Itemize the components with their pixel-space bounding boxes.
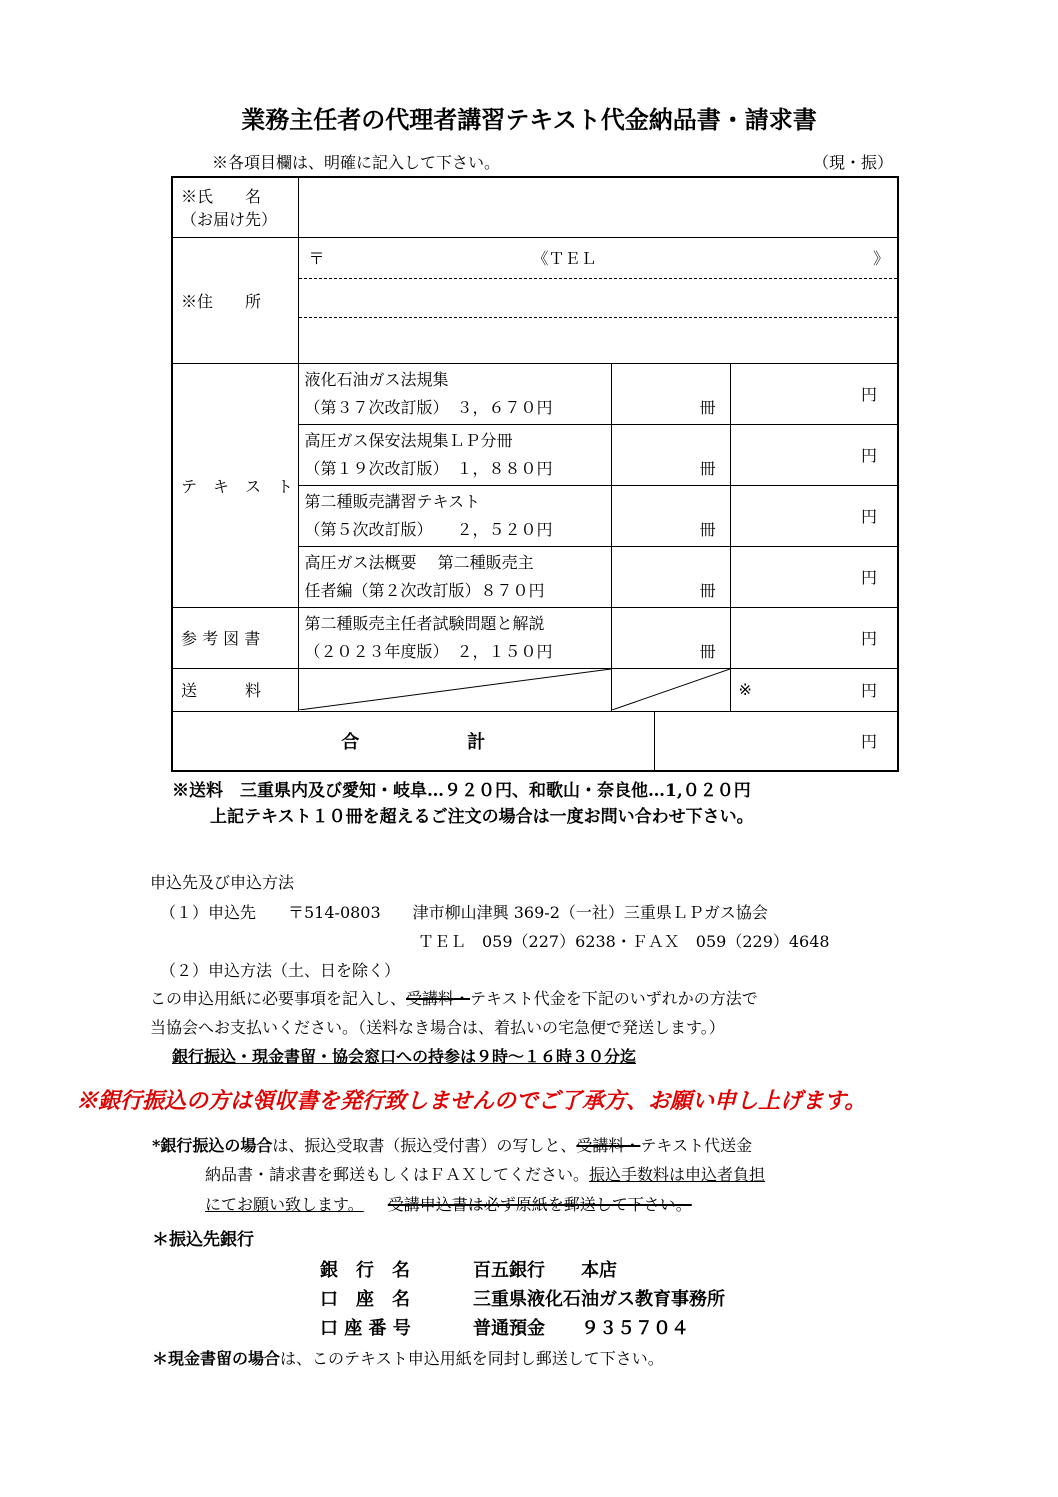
total-amount-field[interactable] xyxy=(654,711,898,771)
total-label: 合 計 xyxy=(341,731,486,753)
book-title: 高圧ガス保安法規集ＬＰ分冊 xyxy=(304,430,513,450)
book-edition-price: 任者編（第２次改訂版）８７０円 xyxy=(304,580,545,600)
bank-transfer-lead: *銀行振込の場合 xyxy=(152,1136,273,1155)
total-row xyxy=(172,711,898,771)
bank-name-value: 百五銀行 本店 xyxy=(473,1260,617,1281)
account-number-value: 普通預金 ９３５７０４ xyxy=(473,1318,689,1339)
address-label-cell xyxy=(172,237,298,363)
reference-label: 参 考 図 書 xyxy=(181,629,261,648)
address-line-2[interactable] xyxy=(299,279,898,318)
account-number-label: 口 座 番 号 xyxy=(320,1318,411,1339)
apply-body-line-1 xyxy=(150,986,758,1009)
book-quantity-field[interactable] xyxy=(611,546,730,607)
body-text: この申込用紙に必要事項を記入し、 xyxy=(150,989,407,1008)
book-title: 高圧ガス法概要 第二種販売主 xyxy=(304,552,534,572)
reference-label-cell xyxy=(172,607,298,668)
struck-text: 受講申込書は必ず原紙を郵送して下さい。 xyxy=(387,1195,692,1214)
book-quantity-field[interactable] xyxy=(611,363,730,424)
apply-method-label: （２）申込方法（土、日を除く） xyxy=(160,961,401,980)
book-name xyxy=(298,424,611,485)
apply-body-line-2: 当協会へお支払いください。（送料なき場合は、着払いの宅急便で発送します。） xyxy=(150,1018,725,1037)
reference-amount-field[interactable] xyxy=(730,607,898,668)
shipping-label-cell xyxy=(172,668,298,711)
bank-transfer-line-3 xyxy=(205,1192,692,1215)
bank-name-label: 銀 行 名 xyxy=(320,1260,410,1281)
book-quantity-field[interactable] xyxy=(611,485,730,546)
shipping-fee-note: ※送料 三重県内及び愛知・岐阜…９２０円、和歌山・奈良他…1,０２０円 xyxy=(172,781,751,801)
struck-text: 受講料・ xyxy=(576,1136,641,1155)
cash-lead: ＊現金書留の場合 xyxy=(152,1349,281,1368)
book-amount-field[interactable] xyxy=(730,424,898,485)
shipping-amount-field[interactable] xyxy=(730,668,898,711)
apply-destination-label: （１）申込先 xyxy=(160,903,257,922)
page-title: 業務主任者の代理者講習テキスト代金納品書・請求書 xyxy=(241,105,817,134)
instruction-note: ※各項目欄は、明確に記入して下さい。 xyxy=(212,153,501,172)
book-row xyxy=(172,363,898,424)
underlined-text: 振込手数料は申込者負担 xyxy=(589,1165,766,1184)
yen-unit: 円 xyxy=(860,681,877,700)
book-title: 液化石油ガス法規集 xyxy=(304,369,449,389)
text-label: テ キ ス ト xyxy=(181,476,294,496)
books-unit: 冊 xyxy=(699,641,716,661)
yen-unit: 円 xyxy=(860,507,877,526)
name-sublabel: （お届け先） xyxy=(181,210,278,230)
book-edition-price: （第１９次改訂版） １，８８０円 xyxy=(304,458,553,478)
books-unit: 冊 xyxy=(699,580,716,600)
order-form-table xyxy=(171,176,899,772)
bank-transfer-line-2 xyxy=(205,1162,765,1185)
struck-text: 受講料・ xyxy=(406,989,471,1008)
diagonal-line xyxy=(612,669,730,710)
address-line-1[interactable] xyxy=(299,238,898,279)
body-text: テキスト代金を下記のいずれかの方法で xyxy=(470,989,758,1008)
account-name-label: 口 座 名 xyxy=(320,1289,410,1310)
apply-heading: 申込先及び申込方法 xyxy=(150,873,295,892)
account-name-value: 三重県液化石油ガス教育事務所 xyxy=(473,1289,725,1310)
name-label-cell xyxy=(172,177,298,237)
underlined-text: にてお願い致します。 xyxy=(205,1195,364,1214)
apply-phone-fax: ＴＥＬ 059（227）6238・ＦＡＸ 059（229）4648 xyxy=(418,932,830,951)
book-amount-field[interactable] xyxy=(730,363,898,424)
body-text: は、振込受取書（振込受付書）の写しと、 xyxy=(272,1136,577,1155)
diagonal-line xyxy=(299,669,611,710)
body-text: は、このテキスト申込用紙を同封し郵送して下さい。 xyxy=(280,1349,664,1368)
bank-transfer-line-1 xyxy=(152,1133,752,1156)
yen-unit: 円 xyxy=(860,732,877,752)
reference-name xyxy=(298,607,611,668)
reference-row xyxy=(172,607,898,668)
address-line-3[interactable] xyxy=(299,318,898,362)
book-name xyxy=(298,363,611,424)
text-label-cell xyxy=(172,363,298,607)
body-text: テキスト代送金 xyxy=(640,1136,753,1155)
reference-quantity-field[interactable] xyxy=(611,607,730,668)
book-quantity-field[interactable] xyxy=(611,424,730,485)
book-edition-price: （第３７次改訂版） ３，６７０円 xyxy=(304,397,553,417)
cash-registered-mail xyxy=(152,1346,664,1369)
book-name xyxy=(298,546,611,607)
receipt-warning: ※銀行振込の方は領収書を発行致しませんのでご了承方、お願い申し上げます。 xyxy=(76,1088,867,1114)
shipping-note-mark: ※ xyxy=(738,679,752,699)
office-hours: 銀行振込・現金書留・協会窓口への持参は９時～１６時３０分迄 xyxy=(172,1047,637,1066)
book-amount-field[interactable] xyxy=(730,546,898,607)
apply-address: 〒514-0803 津市柳山津興 369-2（一社）三重県ＬＰガス協会 xyxy=(288,903,768,922)
address-label: ※住 所 xyxy=(181,291,262,311)
address-field[interactable] xyxy=(298,237,898,363)
total-label-cell xyxy=(172,711,654,771)
reference-edition-price: （２０２３年度版） ２，１５０円 xyxy=(304,641,553,661)
shipping-label: 送 料 xyxy=(181,681,262,700)
shipping-row xyxy=(172,668,898,711)
bank-heading: ＊振込先銀行 xyxy=(152,1230,254,1250)
name-field[interactable] xyxy=(298,177,898,237)
body-text: 納品書・請求書を郵送もしくはＦＡＸしてください。 xyxy=(205,1165,590,1184)
book-edition-price: （第５次改訂版） ２，５２０円 xyxy=(304,519,553,539)
yen-unit: 円 xyxy=(860,629,877,648)
shipping-diagonal-cell xyxy=(298,668,611,711)
yen-unit: 円 xyxy=(860,568,877,587)
yen-unit: 円 xyxy=(860,446,877,465)
book-title: 第二種販売講習テキスト xyxy=(304,491,481,511)
yen-unit: 円 xyxy=(860,385,877,404)
books-unit: 冊 xyxy=(699,397,716,417)
postal-mark: 〒 xyxy=(308,248,325,268)
payment-type: （現・振） xyxy=(813,153,894,172)
name-label: ※氏 名 xyxy=(181,187,262,207)
books-unit: 冊 xyxy=(699,458,716,478)
tel-label: 《ＴＥＬ xyxy=(532,248,597,268)
book-name xyxy=(298,485,611,546)
book-amount-field[interactable] xyxy=(730,485,898,546)
books-unit: 冊 xyxy=(699,519,716,539)
tel-close: 》 xyxy=(872,248,889,268)
quantity-note: 上記テキスト１０冊を超えるご注文の場合は一度お問い合わせ下さい。 xyxy=(210,807,754,827)
reference-title: 第二種販売主任者試験問題と解説 xyxy=(304,613,545,633)
shipping-diagonal-cell xyxy=(611,668,730,711)
